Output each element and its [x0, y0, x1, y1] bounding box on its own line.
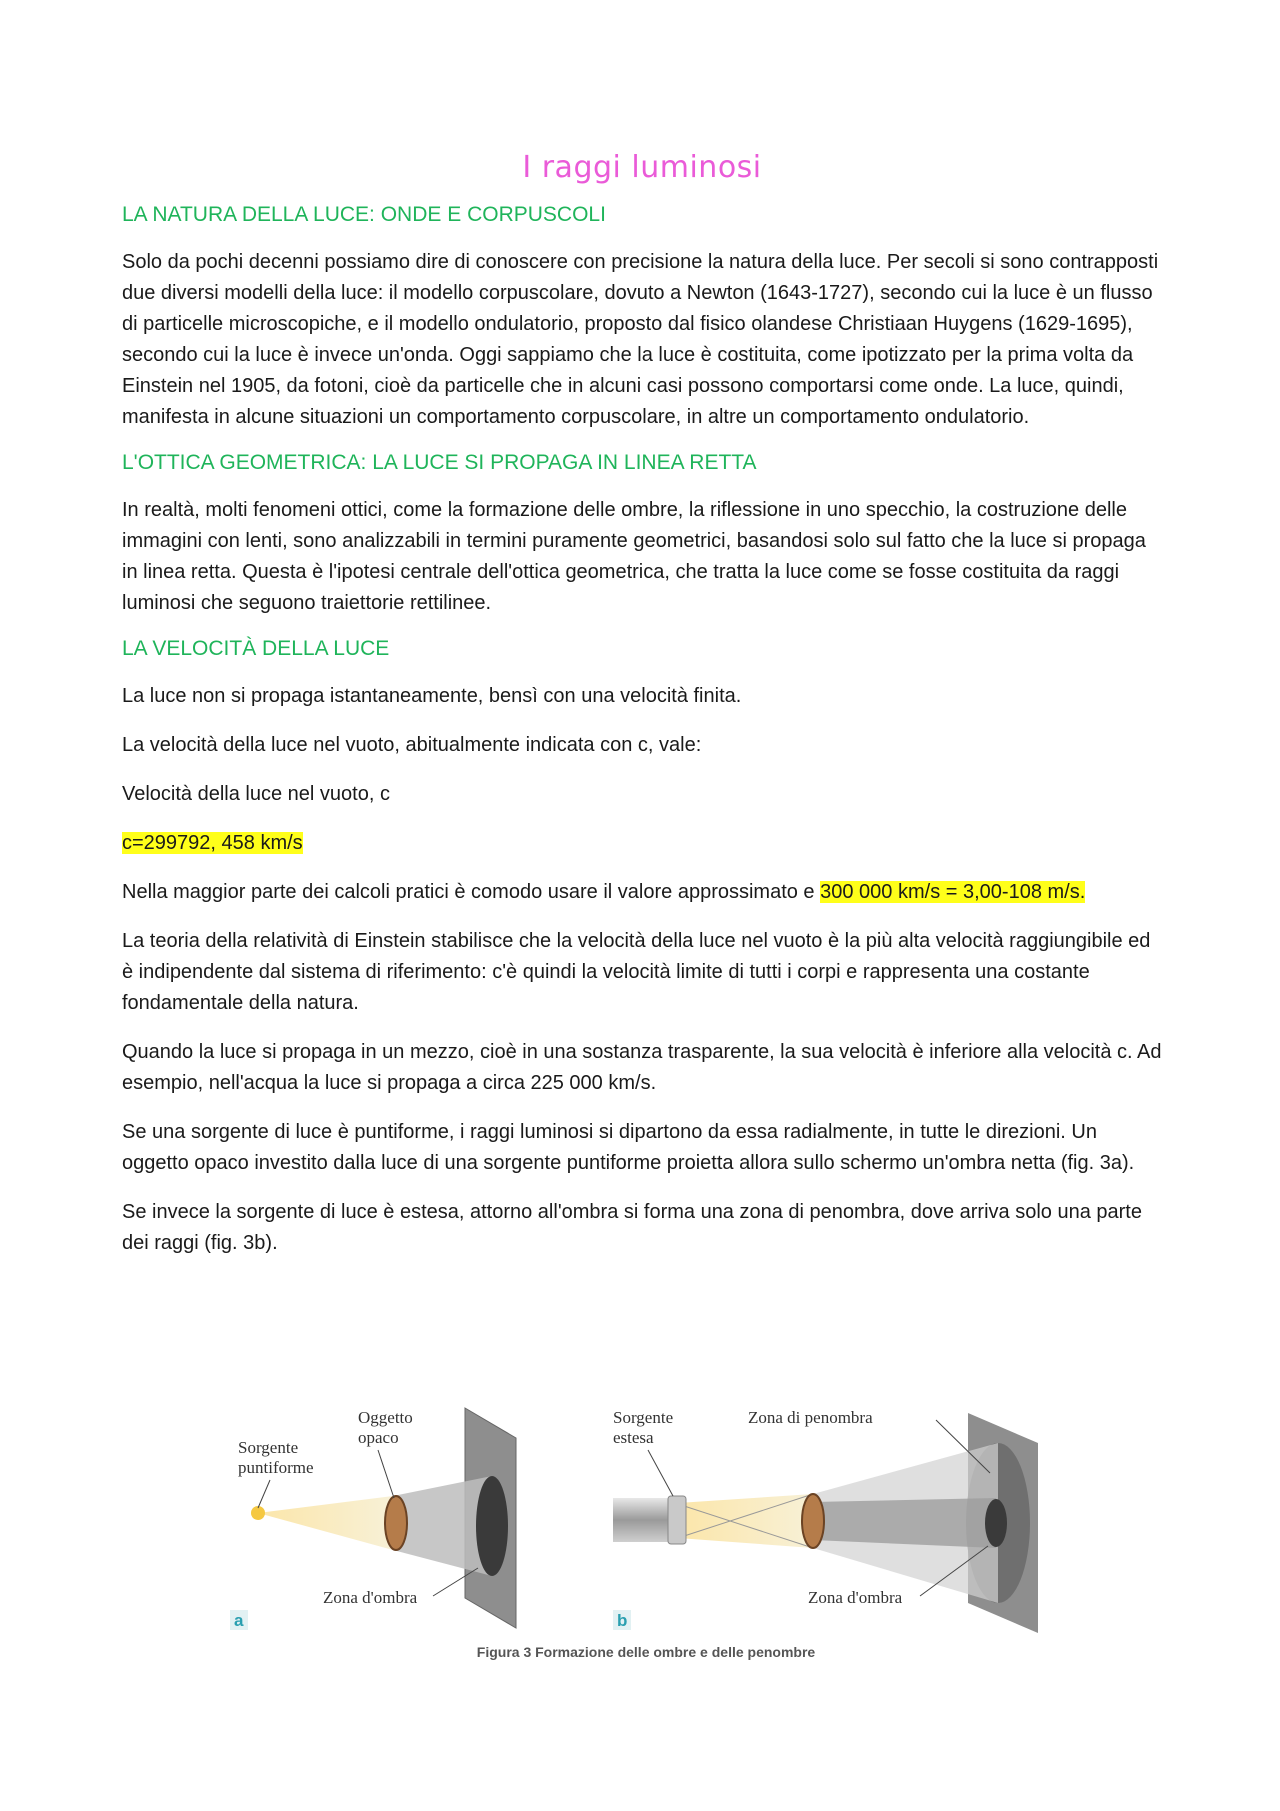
paragraph-speed-vacuum: La velocità della luce nel vuoto, abitualmente indicata con c, vale:: [122, 734, 702, 756]
panel-a: [230, 1408, 516, 1630]
section-heading-nature: LA NATURA DELLA LUCE: ONDE E CORPUSCOLI: [122, 203, 606, 226]
panel-a-letter: a: [234, 1611, 244, 1630]
label-source-a-2: puntiforme: [238, 1458, 314, 1477]
label-source-b-1: Sorgente: [613, 1408, 674, 1427]
paragraph-speed-finite: La luce non si propaga istantaneamente, bensì con una velocità finita.: [122, 685, 742, 707]
panel-b: [613, 1408, 1038, 1633]
page-title: I raggi luminosi: [522, 150, 762, 185]
figure-shadows: [228, 1398, 1064, 1660]
label-object-1: Oggetto: [358, 1408, 413, 1427]
light-cone-a: [258, 1496, 393, 1550]
umbra-cone: [813, 1498, 996, 1548]
figure-caption: Figura 3 Formazione delle ombre e delle penombre: [476, 1644, 816, 1660]
document-body: [122, 150, 1162, 1277]
light-beam-b: [678, 1494, 813, 1548]
shadow-spot-a: [476, 1476, 508, 1576]
paragraph-speed-value: [122, 828, 1162, 859]
panel-b-letter: b: [617, 1611, 628, 1630]
speed-value-highlight: c=299792, 458 km/s: [122, 832, 303, 854]
paragraph-medium: Quando la luce si propaga in un mezzo, cioè in una sostanza trasparente, la sua velocità è inferiore alla velocità c. Ad esempio, nell'acqua la luce si propaga a circa 225 000 km/s.: [122, 1041, 1162, 1094]
point-source: [251, 1506, 265, 1520]
paragraph-nature: Solo da pochi decenni possiamo dire di conoscere con precisione la natura della luce. Per secoli si sono contrapposti due diversi modelli della luce: il modello corpuscolare, dovuto a Newton (1643-1727), secondo cui la luce è un flusso di particelle microscopiche, e il modello ondulatorio, proposto dal fisico olandese Christiaan Huygens (1629-1695), secondo cui la luce è invece un'onda. Oggi sappiamo che la luce è costituita, come ipotizzato per la prima volta da Einstein nel 1905, da fotoni, cioè da particelle che in alcuni casi possono comportarsi come onde. La luce, quindi, manifesta in alcune situazioni un comportamento corpuscolare, in altre un comportamento ondulatorio.: [122, 251, 1159, 428]
opaque-object-b: [802, 1494, 824, 1548]
approximation-text: Nella maggior parte dei calcoli pratici è comodo usare il valore approssimato e: [122, 881, 821, 903]
paragraph-approximation: [122, 877, 1162, 908]
paragraph-relativity: La teoria della relatività di Einstein stabilisce che la velocità della luce nel vuoto è la più alta velocità raggiungibile ed è indipendente dal sistema di riferimento: c'è quindi la velocità limite di tutti i corpi e rappresenta una costante fondamentale della natura.: [122, 930, 1151, 1014]
label-object-2: opaco: [358, 1428, 399, 1447]
paragraph-extended-source: Se invece la sorgente di luce è estesa, attorno all'ombra si forma una zona di penombra, dove arriva solo una parte dei raggi (fig. 3b).: [122, 1201, 1142, 1254]
section-heading-speed: LA VELOCITÀ DELLA LUCE: [122, 637, 390, 660]
label-penumbra: Zona di penombra: [748, 1408, 873, 1427]
shadow-spot-b: [985, 1499, 1007, 1547]
label-source-b-2: estesa: [613, 1428, 654, 1447]
approximation-highlight: 300 000 km/s = 3,00-108 m/s.: [820, 881, 1086, 903]
paragraph-point-source: Se una sorgente di luce è puntiforme, i raggi luminosi si dipartono da essa radialmente, in tutte le direzioni. Un oggetto opaco investito dalla luce di una sorgente puntiforme proietta allora sullo schermo un'ombra netta (fig. 3a).: [122, 1121, 1135, 1174]
lamp-head: [668, 1496, 686, 1544]
opaque-object: [385, 1496, 407, 1550]
label-shadow-a: Zona d'ombra: [323, 1588, 418, 1607]
paragraph-speed-label: Velocità della luce nel vuoto, c: [122, 783, 390, 805]
lamp-tube: [613, 1498, 668, 1542]
label-shadow-b: Zona d'ombra: [808, 1588, 903, 1607]
figure-illustration: [228, 1398, 1064, 1638]
section-heading-geometric-optics: L'OTTICA GEOMETRICA: LA LUCE SI PROPAGA IN LINEA RETTA: [122, 451, 757, 474]
label-source-a-1: Sorgente: [238, 1438, 299, 1457]
paragraph-geometric-optics: In realtà, molti fenomeni ottici, come la formazione delle ombre, la riflessione in uno specchio, la costruzione delle immagini con lenti, sono analizzabili in termini puramente geometrici, basandosi solo sul fatto che la luce si propaga in linea retta. Questa è l'ipotesi centrale dell'ottica geometrica, che tratta la luce come se fosse costituita da raggi luminosi che seguono traiettorie rettilinee.: [122, 499, 1146, 614]
